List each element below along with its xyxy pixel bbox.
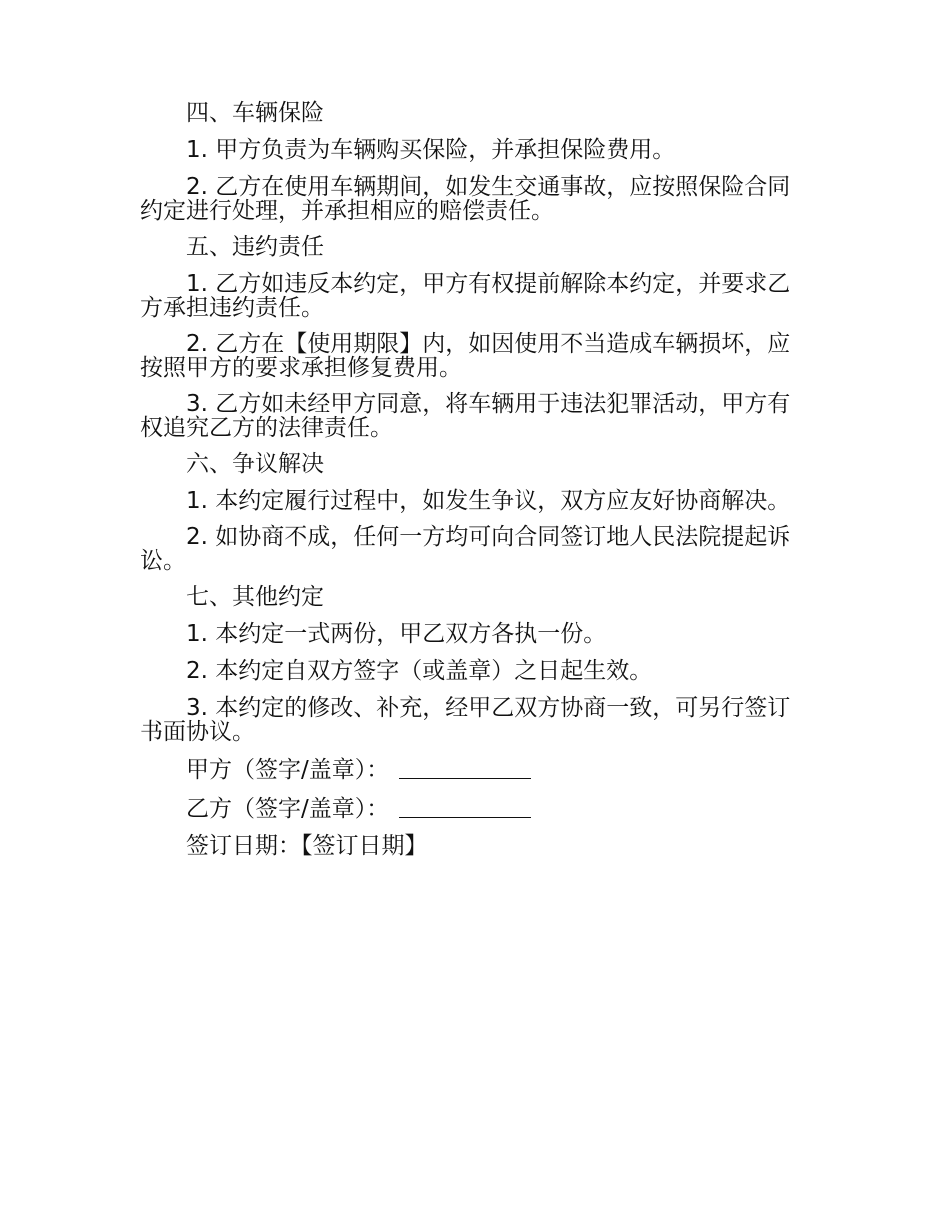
document-body [140, 101, 812, 871]
signature-line-party-a [399, 756, 531, 779]
clause: 2. 乙方在使用车辆期间，如发生交通事故，应按照保险合同约定进行处理，并承担相应的赔偿责任。 [140, 174, 791, 224]
signature-party-b-label: 乙方（签字/盖章）： [186, 796, 390, 822]
clause: 3. 本约定的修改、补充，经甲乙双方协商一致，可另行签订书面协议。 [140, 695, 791, 745]
clause: 2. 如协商不成，任何一方均可向合同签订地人民法院提起诉讼。 [140, 524, 791, 574]
signing-date: 签订日期：【签订日期】 [186, 833, 428, 859]
clause: 1. 甲方负责为车辆购买保险，并承担保险费用。 [186, 137, 676, 163]
signature-party-b [140, 795, 812, 821]
clause: 2. 乙方在【使用期限】内，如因使用不当造成车辆损坏，应按照甲方的要求承担修复费用。 [140, 331, 791, 381]
clause: 2. 本约定自双方签字（或盖章）之日起生效。 [186, 658, 653, 684]
clause: 1. 本约定一式两份，甲乙双方各执一份。 [186, 621, 607, 647]
clause: 3. 乙方如未经甲方同意，将车辆用于违法犯罪活动，甲方有权追究乙方的法律责任。 [140, 391, 791, 441]
section-heading: 七、其他约定 [186, 584, 324, 610]
section-heading: 六、争议解决 [186, 451, 324, 477]
signature-party-a [140, 756, 812, 782]
clause: 1. 乙方如违反本约定，甲方有权提前解除本约定，并要求乙方承担违约责任。 [140, 271, 791, 321]
signature-line-party-b [399, 795, 531, 818]
section-heading: 四、车辆保险 [186, 100, 324, 126]
clause: 1. 本约定履行过程中，如发生争议，双方应友好协商解决。 [186, 488, 791, 514]
signature-party-a-label: 甲方（签字/盖章）： [186, 757, 390, 783]
section-heading: 五、违约责任 [186, 234, 324, 260]
